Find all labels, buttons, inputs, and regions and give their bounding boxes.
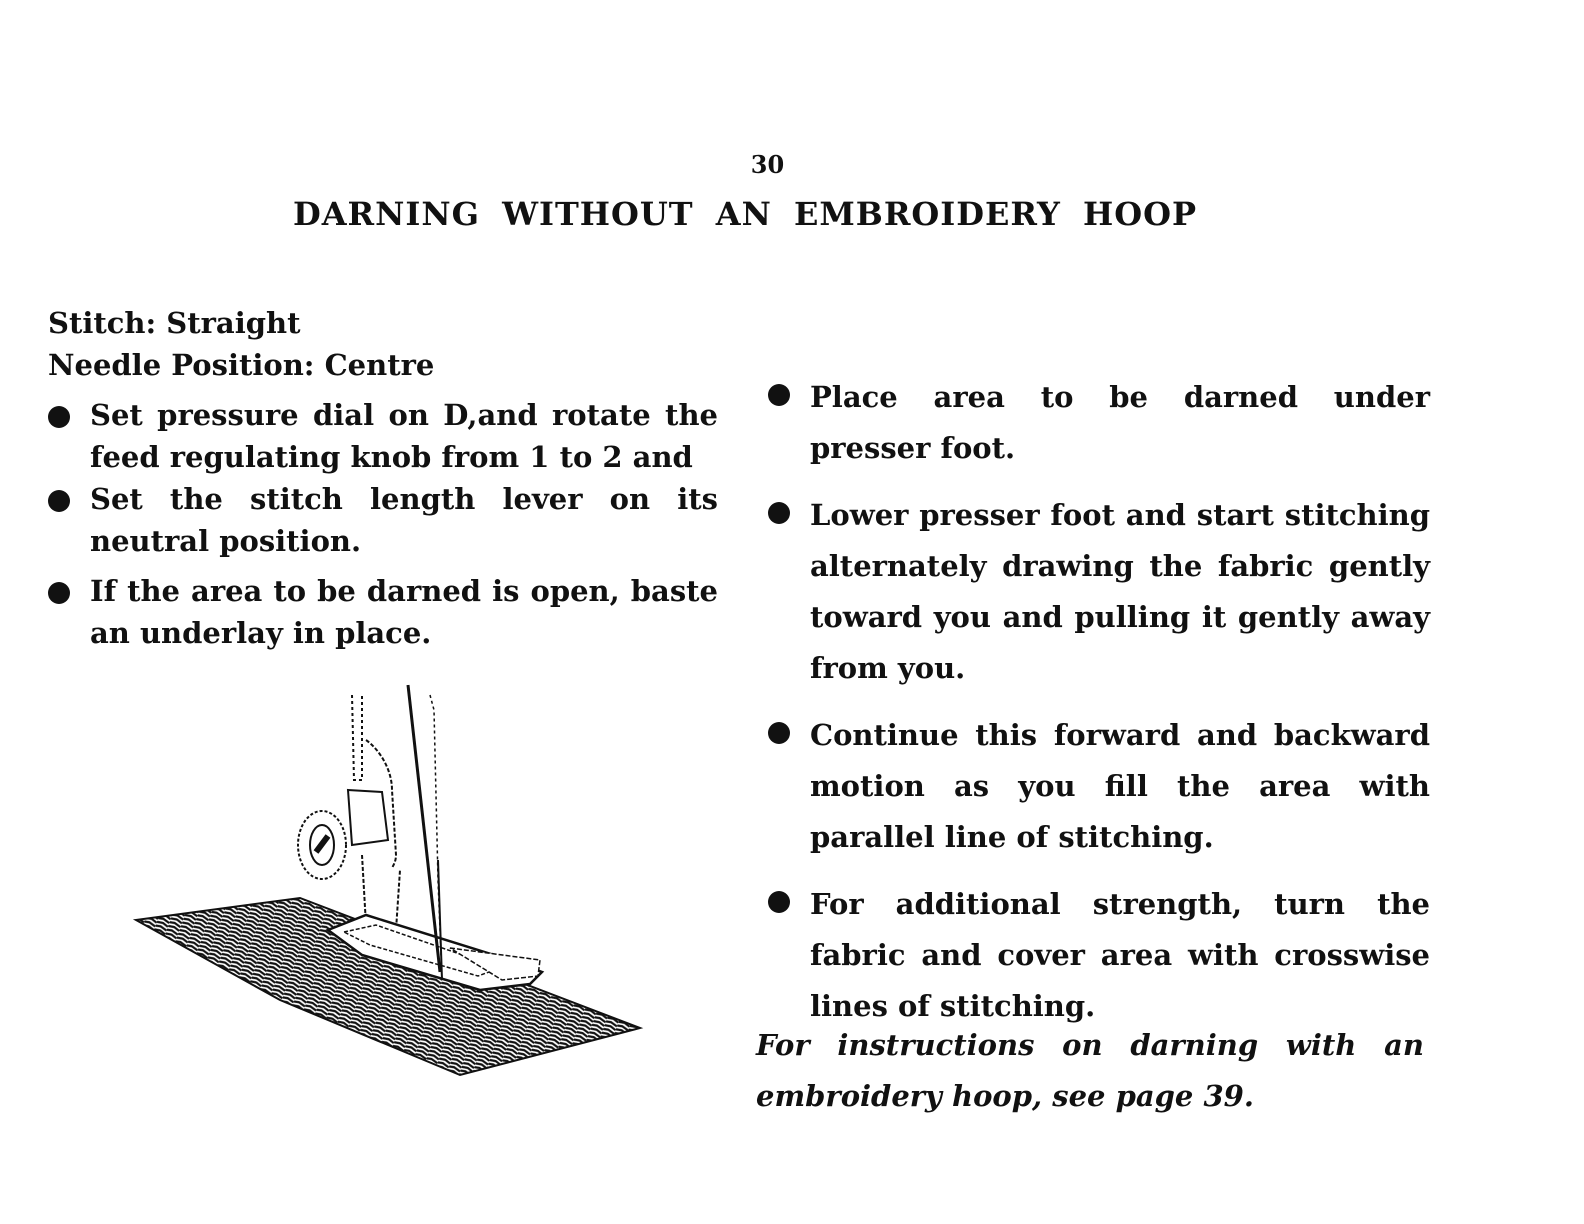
list-item: [48, 478, 718, 562]
bullet-icon: [768, 384, 790, 406]
page-number: 30: [750, 150, 785, 179]
list-item-text: If the area to be darned is open, baste an underlay in place.: [90, 574, 718, 650]
bullet-icon: [768, 502, 790, 524]
bullet-icon: [48, 406, 70, 428]
list-item-text: Set pressure dial on D,and rotate the feed regulating knob from 1 to 2 and: [90, 398, 718, 474]
list-item: [48, 570, 718, 654]
list-item-text: Lower presser foot and start stitching alternately drawing the fabric gently toward you and pulling it gently away from you.: [810, 498, 1430, 685]
list-item: [768, 372, 1430, 474]
presser-bar: [352, 695, 362, 780]
right-column: [768, 372, 1430, 1048]
list-item-text: Set the stitch length lever on its neutral position.: [90, 482, 718, 558]
left-column: [48, 302, 718, 654]
bullet-icon: [48, 582, 70, 604]
footnote: For instructions on darning with an embroidery hoop, see page 39.: [756, 1028, 1424, 1113]
stitch-setting: Stitch: Straight: [48, 306, 301, 340]
list-item: [768, 710, 1430, 863]
page-title: DARNING WITHOUT AN EMBROIDERY HOOP: [292, 195, 1198, 233]
bullet-icon: [768, 722, 790, 744]
list-item-text: For additional strength, turn the fabric and cover area with crosswise lines of stitching.: [810, 887, 1430, 1023]
list-item: [768, 879, 1430, 1032]
presser-foot-darning-illustration: [130, 680, 650, 1080]
list-item: [768, 490, 1430, 694]
bullet-icon: [48, 490, 70, 512]
bullet-icon: [768, 891, 790, 913]
needle-position-setting: Needle Position: Centre: [48, 348, 435, 382]
list-item-text: Place area to be darned under presser foot.: [810, 380, 1430, 465]
list-item: [48, 394, 718, 478]
list-item-text: Continue this forward and backward motion as you fill the area with parallel line of stitching.: [810, 718, 1430, 854]
